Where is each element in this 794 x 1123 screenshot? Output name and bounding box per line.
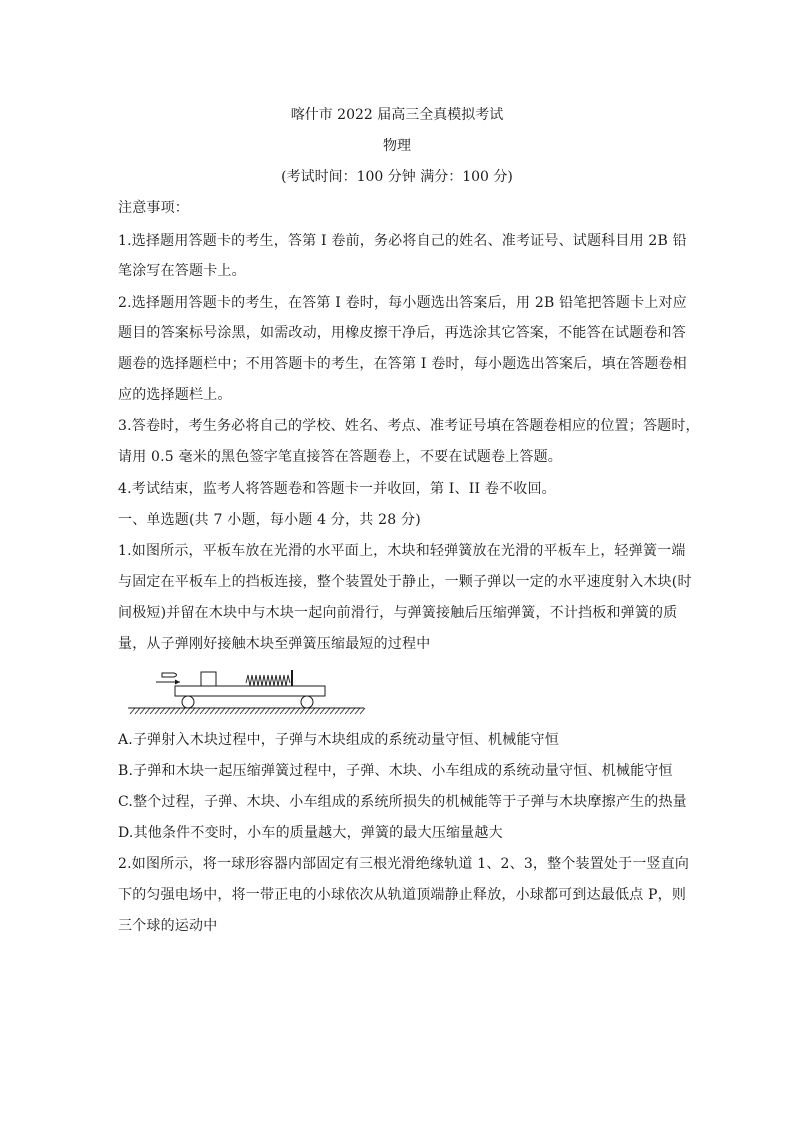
question-1-stem: 间极短)并留在木块中与木块一起向前滑行，与弹簧接触后压缩弹簧，不计挡板和弹簧的质 bbox=[118, 605, 678, 621]
bullet-icon bbox=[156, 673, 180, 685]
exam-info: (考试时间：100 分钟 满分：100 分) bbox=[281, 169, 513, 185]
question-2-stem: 三个球的运动中 bbox=[118, 918, 218, 934]
question-2-stem: 下的匀强电场中，将一带正电的小球依次从轨道顶端静止释放，小球都可到达最低点 P，则 bbox=[118, 887, 687, 903]
question-1-stem: 与固定在平板车上的挡板连接，整个装置处于静止，一颗子弹以一定的水平速度射入木块(时 bbox=[118, 574, 692, 590]
question-1-option-c: C.整个过程，子弹、木块、小车组成的系统所损失的机械能等于子弹与木块摩擦产生的热量 bbox=[118, 794, 687, 810]
cart-wheel-left bbox=[182, 696, 194, 708]
ground-hatching bbox=[130, 708, 365, 714]
question-1-option-b: B.子弹和木块一起压缩弹簧过程中，子弹、木块、小车组成的系统动量守恒、机械能守恒 bbox=[118, 763, 673, 779]
question-1-stem: 1.如图所示，平板车放在光滑的水平面上，木块和轻弹簧放在光滑的平板车上，轻弹簧一端 bbox=[118, 543, 686, 559]
question-2-stem: 2.如图所示，将一球形容器内部固定有三根光滑绝缘轨道 1、2、3，整个装置处于一竖直向 bbox=[118, 856, 690, 872]
notice-line: 1.选择题用答题卡的考生，答第 I 卷前，务必将自己的姓名、准考证号、试题科目用 2B 铅 bbox=[118, 233, 687, 249]
notice-line: 题目的答案标号涂黑，如需改动，用橡皮擦干净后，再选涂其它答案，不能答在试题卷和答 bbox=[118, 325, 686, 341]
wooden-block bbox=[201, 672, 216, 686]
spring-icon bbox=[246, 675, 290, 686]
question-1-option-d: D.其他条件不变时，小车的质量越大，弹簧的最大压缩量越大 bbox=[118, 825, 503, 841]
notice-heading: 注意事项： bbox=[118, 200, 189, 216]
cart-board bbox=[175, 686, 325, 696]
notice-line: 请用 0.5 毫米的黑色签字笔直接答在答题卷上，不要在试题卷上答题。 bbox=[118, 449, 562, 465]
notice-line: 题卷的选择题栏中；不用答题卡的考生，在答第 I 卷时，每小题选出答案后，填在答题卷相 bbox=[118, 356, 687, 372]
question-1-stem: 量，从子弹刚好接触木块至弹簧压缩最短的过程中 bbox=[118, 636, 431, 652]
section-heading: 一、单选题(共 7 小题，每小题 4 分，共 28 分) bbox=[118, 512, 421, 528]
cart-wheel-right bbox=[301, 696, 313, 708]
question-1-option-a: A.子弹射入木块过程中，子弹与木块组成的系统动量守恒、机械能守恒 bbox=[118, 732, 559, 748]
notice-line: 笔涂写在答题卡上。 bbox=[118, 263, 246, 279]
exam-title: 喀什市 2022 届高三全真模拟考试 bbox=[290, 107, 504, 123]
notice-line: 4.考试结束，监考人将答题卷和答题卡一并收回，第 I、II 卷不收回。 bbox=[118, 481, 556, 497]
notice-line: 应的选择题栏上。 bbox=[118, 387, 232, 403]
cart-spring-figure bbox=[126, 664, 366, 720]
subject-title: 物理 bbox=[383, 138, 411, 154]
notice-line: 2.选择题用答题卡的考生，在答第 I 卷时，每小题选出答案后，用 2B 铅笔把答题卡上对应 bbox=[118, 295, 687, 311]
notice-line: 3.答卷时，考生务必将自己的学校、姓名、考点、准考证号填在答题卷相应的位置；答题时， bbox=[118, 418, 700, 434]
